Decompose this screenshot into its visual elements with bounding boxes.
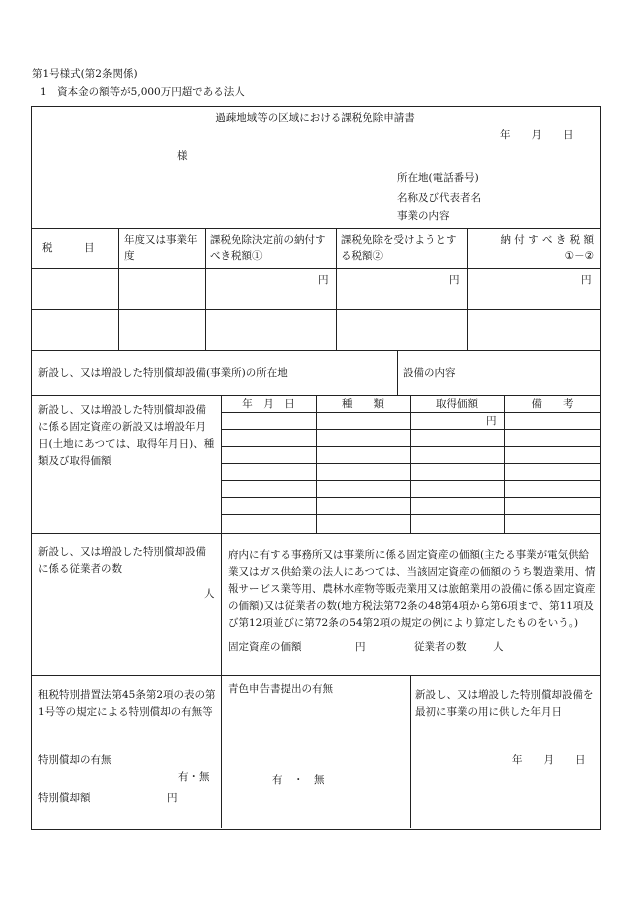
fiscal-year-header: 年度又は事業年度	[124, 234, 198, 262]
application-date[interactable]: 年 月 日	[500, 129, 574, 141]
form-number: 第1号様式(第2条関係)	[32, 68, 138, 80]
tax-payable-header: 納 付 す べ き 税 額 ①－②	[500, 234, 594, 262]
asset-value-unit: 円	[355, 641, 366, 653]
tax-before-unit: 円	[318, 274, 329, 286]
blue-return-options[interactable]: 有 ・ 無	[272, 774, 325, 786]
exemption-amount-header: 課税免除を受けようとする税額②	[341, 234, 457, 262]
addressee-suffix: 様	[177, 150, 188, 162]
depreciation-amount-label: 特別償却額	[38, 792, 91, 804]
exemption-unit: 円	[449, 274, 460, 286]
depreciation-presence-label: 特別償却の有無	[38, 754, 112, 766]
application-title: 過疎地域等の区域における課税免除申請書	[215, 112, 415, 124]
asset-type-column: 種 類	[342, 398, 384, 410]
business-content-label: 事業の内容	[397, 210, 450, 222]
depreciation-amount-unit: 円	[167, 792, 178, 804]
form-subtitle: 1 資本金の額等が5,000万円超である法人	[40, 86, 245, 98]
tax-before-exemption-header: 課税免除決定前の納付すべき税額①	[210, 234, 326, 262]
employee-section-label: 新設し、又は増設した特別償却設備に係る従業者の数	[38, 546, 206, 575]
company-name-label: 名称及び代表者名	[397, 192, 481, 204]
asset-price-unit: 円	[486, 415, 497, 427]
asset-date-column: 年 月 日	[242, 398, 295, 410]
depreciation-options[interactable]: 有・無	[178, 771, 210, 783]
blue-return-label: 青色申告書提出の有無	[228, 683, 333, 695]
special-depreciation-label: 租税特別措置法第45条第2項の表の第1号等の規定による特別償却の有無等	[38, 689, 216, 718]
address-label: 所在地(電話番号)	[397, 172, 479, 184]
asset-value-label: 固定資産の価額	[228, 641, 302, 653]
tax-item-header: 税 目	[42, 242, 95, 254]
equipment-content-label: 設備の内容	[403, 367, 456, 379]
asset-notes-column: 備 考	[531, 398, 574, 410]
payable-unit: 円	[581, 274, 592, 286]
employee-count-unit: 人	[493, 641, 504, 653]
first-use-label: 新設し、又は増設した特別償却設備を最初に事業の用に供した年月日	[415, 689, 594, 718]
first-use-date[interactable]: 年 月 日	[512, 754, 586, 766]
employee-unit: 人	[204, 588, 215, 600]
asset-section-label: 新設し、又は増設した特別償却設備に係る固定資産の新設又は増設年月日(土地にあつては、取得年月日)、種類及び取得価額	[38, 404, 215, 467]
asset-price-column: 取得価額	[436, 398, 478, 410]
location-label: 新設し、又は増設した特別償却設備(事業所)の所在地	[38, 367, 288, 379]
fixed-assets-description: 府内に有する事務所又は事業所に係る固定資産の価額(主たる事業が電気供給業又はガス供給業の法人にあつては、当該固定資産の価額のうち製造業用、情報サービス業等用、農林水産物等販売業用又は旅館業用の設備に係る固定資産の価額)又は従業者の数(地方税法第72条の48第4項から第6項まで、第11項及び第12項並びに第72条の54第2項の規定の例により算定したものをいう。)	[228, 549, 596, 629]
employee-count-label: 従業者の数	[414, 641, 467, 653]
